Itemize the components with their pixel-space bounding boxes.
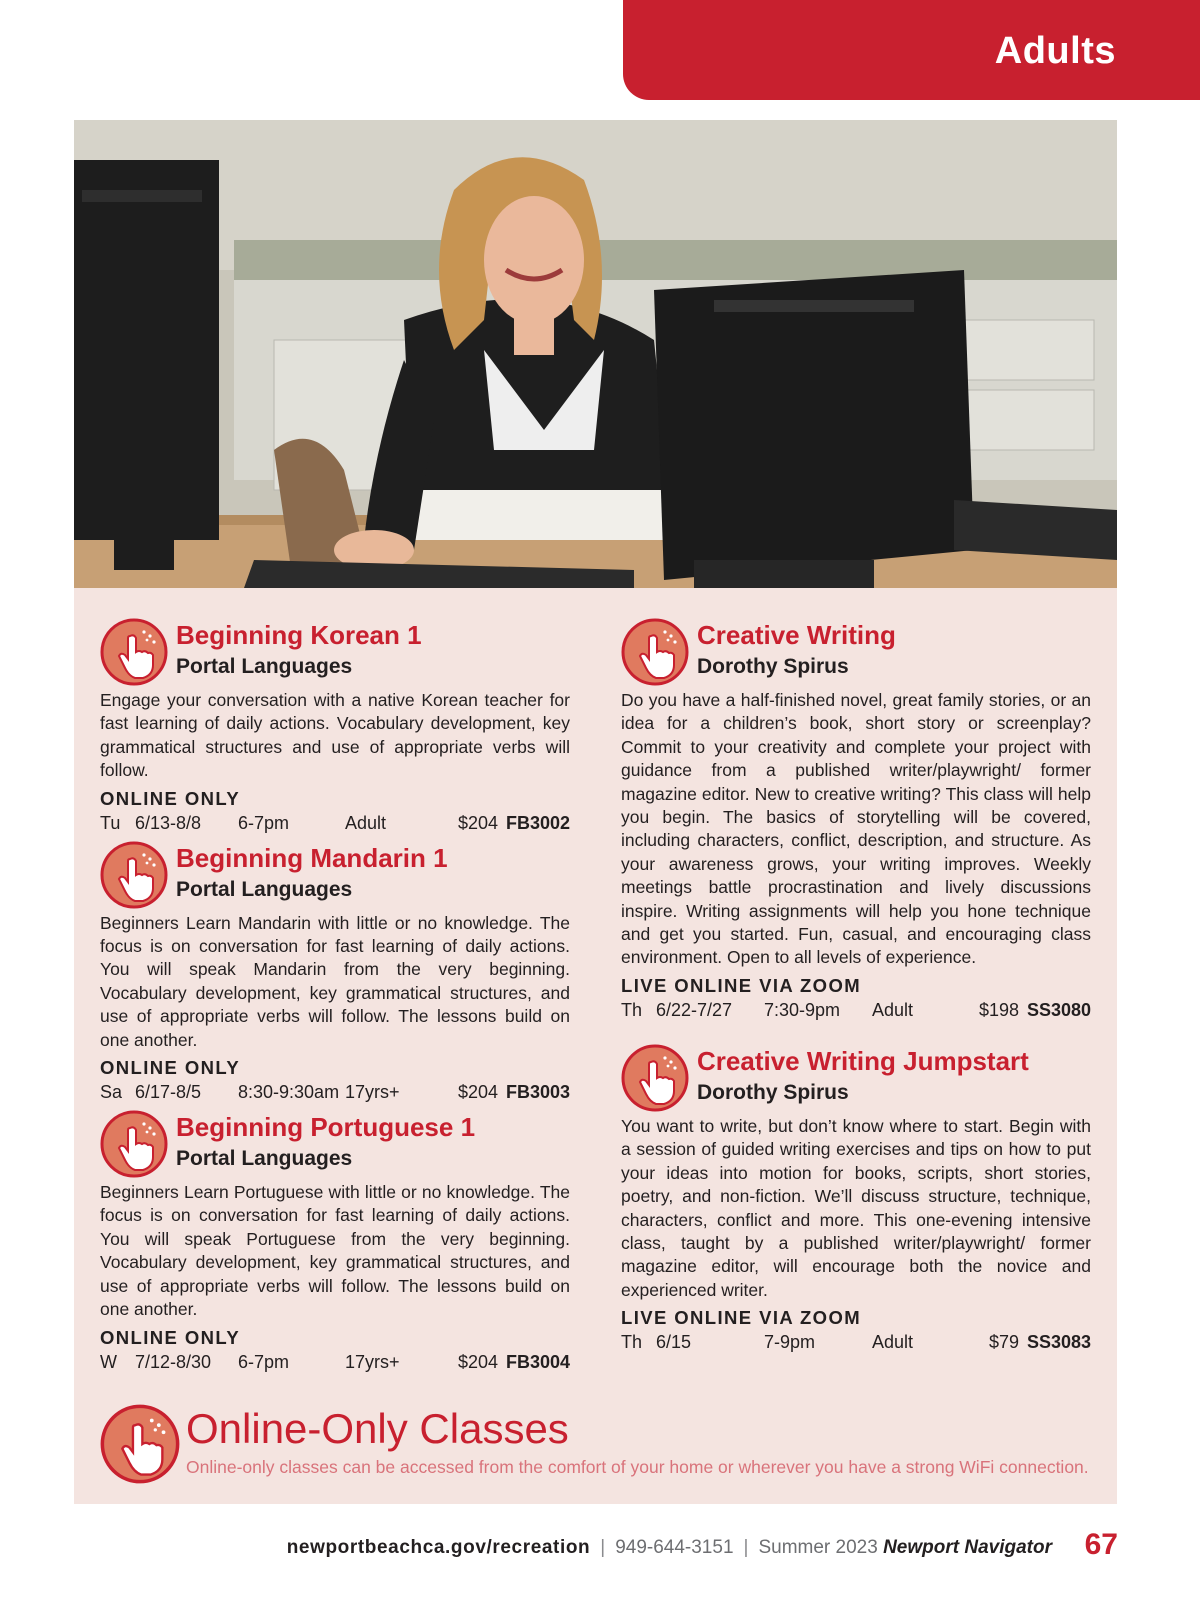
course-provider: Dorothy Spirus [697, 655, 849, 678]
course-title: Creative Writing [697, 620, 896, 650]
online-only-title: Online-Only Classes [186, 1405, 569, 1452]
schedule-price: $79 [988, 1332, 1019, 1353]
tap-hand-icon [100, 1110, 168, 1178]
schedule-age: Adult [872, 1332, 914, 1353]
course-title: Beginning Korean 1 [176, 620, 422, 650]
schedule-time: 7:30-9pm [764, 999, 841, 1020]
course-mode: ONLINE ONLY [100, 1326, 241, 1348]
course-schedule [100, 1080, 570, 1104]
woman-at-computer-photo [74, 120, 1117, 588]
course-description: You want to write, but don’t know where to start. Begin with a session of guided writing exercises and tips on how to put your ideas into motion for books, scripts, short stories, poetry, and non-fiction. We’ll discuss structure, technique, characters, conflict and more. This one-evening intensive class, taught by a published writer/playwright/ former magazine editor, will encourage both the novice and experienced writer. [621, 1115, 1091, 1300]
schedule-dates: 6/13-8/8 [135, 812, 202, 833]
course-title: Beginning Mandarin 1 [176, 842, 448, 873]
schedule-time: 7-9pm [764, 1332, 816, 1353]
schedule-age: 17yrs+ [345, 1351, 400, 1372]
course-mode: LIVE ONLINE VIA ZOOM [621, 1307, 862, 1329]
tap-hand-icon [100, 1404, 180, 1484]
tap-hand-icon [621, 618, 689, 686]
footer-divider: | [600, 1537, 606, 1558]
schedule-dates: 7/12-8/30 [135, 1351, 212, 1372]
online-only-text: Online-only classes can be accessed from the comfort of your home or wherever you have a strong WiFi connection. [186, 1457, 1089, 1477]
schedule-day: W [100, 1351, 117, 1372]
left-column [100, 618, 570, 1374]
schedule-age: Adult [345, 812, 387, 833]
section-tab [623, 0, 1200, 100]
schedule-day: Tu [100, 812, 121, 833]
course-provider: Dorothy Spirus [697, 1080, 849, 1104]
tap-hand-icon [621, 1044, 689, 1112]
course-creative-writing [621, 618, 1091, 1022]
course-creative-writing-jumpstart [621, 1044, 1091, 1354]
schedule-time: 6-7pm [238, 1351, 290, 1372]
course-schedule [100, 1350, 570, 1374]
course-title: Creative Writing Jumpstart [697, 1045, 1029, 1076]
schedule-dates: 6/17-8/5 [135, 1082, 202, 1103]
tap-hand-icon [100, 618, 168, 686]
course-provider: Portal Languages [176, 655, 353, 678]
schedule-time: 6-7pm [238, 812, 290, 833]
course-provider: Portal Languages [176, 1147, 353, 1171]
page-number: 67 [1084, 1528, 1118, 1561]
schedule-time: 8:30-9:30am [238, 1082, 340, 1103]
schedule-price: $204 [457, 812, 498, 833]
footer-magazine: Newport Navigator [883, 1537, 1052, 1558]
course-schedule [100, 811, 570, 835]
course-code: SS3083 [1026, 1332, 1091, 1353]
section-tab-label: Adults [994, 30, 1116, 72]
schedule-price: $198 [978, 999, 1019, 1020]
course-mode: ONLINE ONLY [100, 1057, 241, 1079]
schedule-day: Sa [100, 1082, 123, 1103]
course-mode: LIVE ONLINE VIA ZOOM [621, 974, 862, 996]
footer-phone: 949-644-3151 [615, 1537, 734, 1558]
course-code: SS3080 [1026, 999, 1091, 1020]
course-code: FB3004 [505, 1351, 570, 1372]
footer-divider: | [743, 1537, 749, 1558]
course-description: Do you have a half-finished novel, great family stories, or an idea for a children’s book, short story or screenplay? Commit to your creativity and complete your project with guidance from a published writer/playwright/ former magazine editor. New to creative writing? This class will help you begin. The basics of storytelling will be covered, including characters, conflict, description, and structure. As your awareness grows, your writing improves. Weekly meetings battle procrastination and lively discussions inspire. Writing assignments will help you hone technique and get you started. Fun, casual, and encouraging class environment. Open to all levels of experience. [621, 690, 1091, 968]
schedule-dates: 6/22-7/27 [656, 999, 733, 1020]
page-footer [287, 1535, 1052, 1561]
course-description: Beginners Learn Mandarin with little or no knowledge. The focus is on conversation for fast learning of daily actions. You will speak Mandarin from the very beginning. Vocabulary development, key grammatical structures, and use of appropriate verbs will follow. The lessons build on one another. [100, 912, 570, 1050]
course-description: Beginners Learn Portuguese with little or no knowledge. The focus is on conversation for fast learning of daily actions. You will speak Portuguese from the very beginning. Vocabulary development, key grammatical structures, and use of appropriate verbs will follow. The lessons build on one another. [100, 1182, 570, 1320]
right-column [621, 618, 1091, 1354]
schedule-age: Adult [872, 999, 914, 1020]
course-schedule [621, 1330, 1091, 1354]
schedule-day: Th [621, 999, 643, 1020]
tap-hand-icon [100, 841, 168, 909]
course-mandarin [100, 841, 570, 1104]
course-portuguese [100, 1110, 570, 1373]
schedule-day: Th [621, 1332, 643, 1353]
course-code: FB3003 [505, 1082, 570, 1103]
schedule-dates: 6/15 [656, 1332, 692, 1353]
course-mode: ONLINE ONLY [100, 787, 241, 809]
course-title: Beginning Portuguese 1 [176, 1112, 476, 1143]
schedule-price: $204 [457, 1082, 498, 1103]
schedule-age: 17yrs+ [345, 1082, 400, 1103]
schedule-price: $204 [457, 1351, 498, 1372]
course-description: Engage your conversation with a native Korean teacher for fast learning of daily actions. Vocabulary development, key grammatical structures and use of appropriate verbs will follow. [100, 690, 570, 781]
course-code: FB3002 [505, 812, 570, 833]
footer-season: Summer 2023 [758, 1537, 878, 1558]
course-provider: Portal Languages [176, 877, 353, 901]
footer-url[interactable]: newportbeachca.gov/recreation [286, 1537, 591, 1558]
course-korean [100, 618, 570, 835]
course-schedule [621, 998, 1091, 1022]
